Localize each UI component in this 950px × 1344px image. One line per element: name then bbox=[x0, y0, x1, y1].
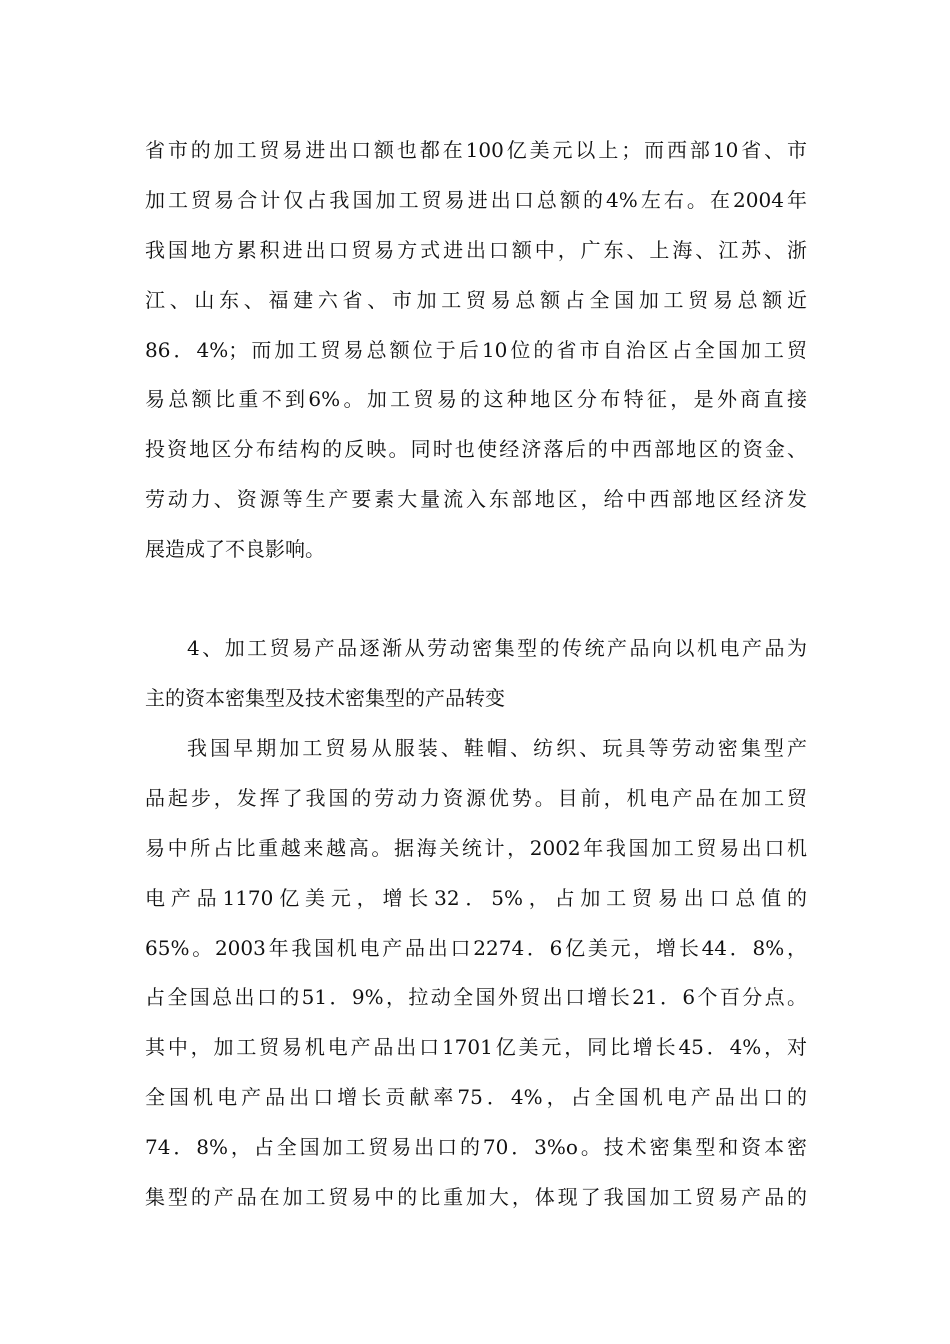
paragraph-line: 投资地区分布结构的反映。同时也使经济落后的中西部地区的资金、 bbox=[145, 437, 807, 461]
section-heading: 主的资本密集型及技术密集型的产品转变 bbox=[145, 686, 505, 710]
paragraph-line: 74．8%，占全国加工贸易出口的70．3%o。技术密集型和资本密 bbox=[145, 1135, 807, 1159]
paragraph-line: 其中，加工贸易机电产品出口1701亿美元，同比增长45．4%，对 bbox=[145, 1035, 807, 1059]
paragraph-line: 我国早期加工贸易从服装、鞋帽、纺织、玩具等劳动密集型产 bbox=[187, 736, 807, 760]
paragraph-line: 展造成了不良影响。 bbox=[145, 537, 325, 561]
paragraph-line: 我国地方累积进出口贸易方式进出口额中，广东、上海、江苏、浙 bbox=[145, 238, 807, 262]
paragraph-line: 86．4%；而加工贸易总额位于后10位的省市自治区占全国加工贸 bbox=[145, 338, 807, 362]
paragraph-line: 集型的产品在加工贸易中的比重加大，体现了我国加工贸易产品的 bbox=[145, 1185, 807, 1209]
paragraph-line: 品起步，发挥了我国的劳动力资源优势。目前，机电产品在加工贸 bbox=[145, 786, 807, 810]
paragraph-line: 电产品1170亿美元，增长32．5%，占加工贸易出口总值的 bbox=[145, 886, 807, 910]
section-heading: 4、加工贸易产品逐渐从劳动密集型的传统产品向以机电产品为 bbox=[187, 636, 807, 660]
paragraph-line: 占全国总出口的51．9%，拉动全国外贸出口增长21．6个百分点。 bbox=[145, 985, 807, 1009]
paragraph-line: 加工贸易合计仅占我国加工贸易进出口总额的4%左右。在2004年 bbox=[145, 188, 807, 212]
paragraph-line: 省市的加工贸易进出口额也都在100亿美元以上；而西部10省、市 bbox=[145, 138, 807, 162]
paragraph-line: 易中所占比重越来越高。据海关统计，2002年我国加工贸易出口机 bbox=[145, 836, 807, 860]
paragraph-line: 劳动力、资源等生产要素大量流入东部地区，给中西部地区经济发 bbox=[145, 487, 807, 511]
paragraph-line: 全国机电产品出口增长贡献率75．4%，占全国机电产品出口的 bbox=[145, 1085, 807, 1109]
paragraph-line: 江、山东、福建六省、市加工贸易总额占全国加工贸易总额近 bbox=[145, 288, 807, 312]
paragraph-line: 65%。2003年我国机电产品出口2274．6亿美元，增长44．8%， bbox=[145, 936, 807, 960]
paragraph-line: 易总额比重不到6%。加工贸易的这种地区分布特征，是外商直接 bbox=[145, 387, 807, 411]
